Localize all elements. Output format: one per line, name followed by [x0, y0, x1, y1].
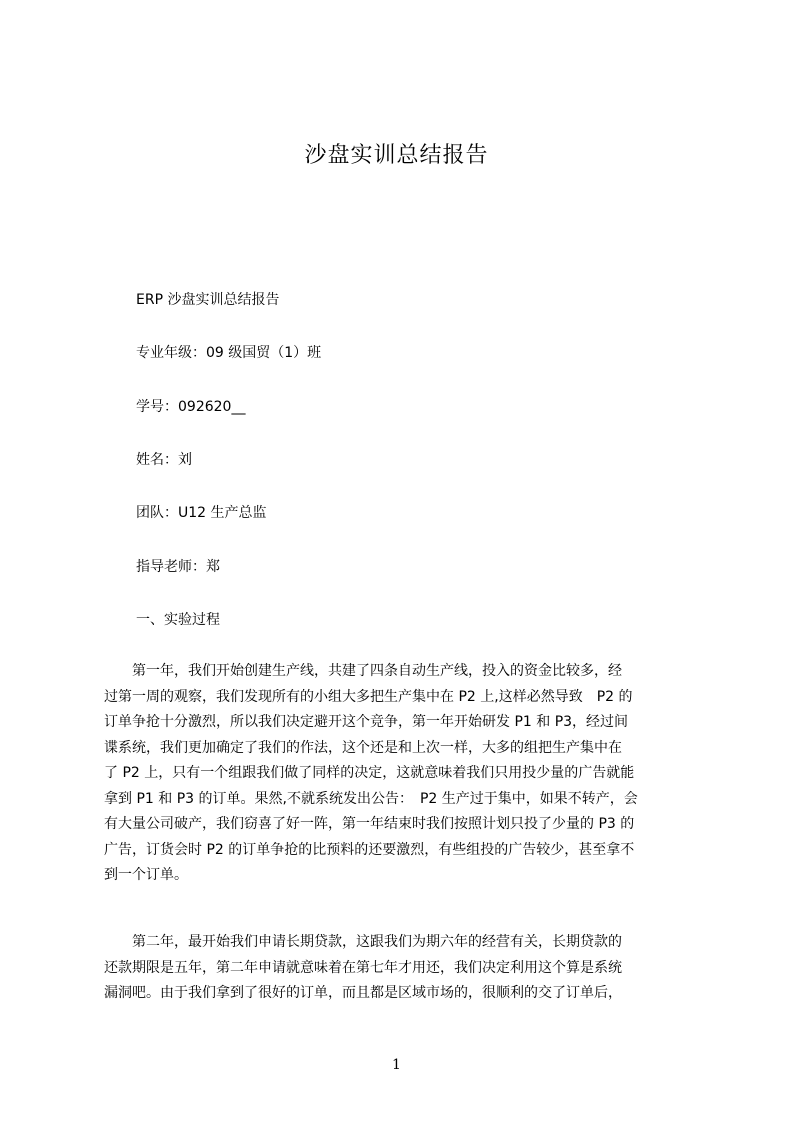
- student-id-line: 学号：092620__: [136, 399, 246, 415]
- text-line: 拿到 P1 和 P3 的订单。果然,不就系统发出公告： P2 生产过于集中，如果不转产，会: [104, 790, 638, 807]
- teacher-line: 指导老师：郑: [136, 559, 220, 575]
- text-line: 有大量公司破产，我们窃喜了好一阵，第一年结束时我们按照计划只投了少量的 P3 的: [104, 816, 635, 832]
- paragraph-year-two: [104, 930, 696, 1007]
- page-number: 1: [392, 1057, 401, 1073]
- text-line: 谍系统，我们更加确定了我们的作法，这个还是和上次一样，大多的组把生产集中在: [104, 739, 622, 756]
- paragraph-year-one: [104, 659, 696, 889]
- section-heading: 一、实验过程: [136, 612, 220, 628]
- major-grade-line: 专业年级：09 级国贸（1）班: [136, 345, 322, 361]
- text-line: 订单争抢十分激烈，所以我们决定避开这个竞争，第一年开始研发 P1 和 P3，经过间: [104, 714, 629, 730]
- text-line: 过第一周的观察，我们发现所有的小组大多把生产集中在 P2 上,这样必然导致 P2 的: [104, 688, 633, 705]
- text-line: 广告，订货会时 P2 的订单争抢的比预料的还要激烈，有些组投的广告较少，甚至拿不: [104, 841, 635, 858]
- team-line: 团队：U12 生产总监: [136, 505, 267, 521]
- text-line: 了 P2 上，只有一个组跟我们做了同样的决定，这就意味着我们只用投少量的广告就能: [104, 765, 635, 781]
- report-subtitle: ERP 沙盘实训总结报告: [136, 292, 280, 308]
- student-name-line: 姓名：刘: [136, 452, 192, 468]
- text-line: 还款期限是五年，第二年申请就意味着在第七年才用还，我们决定利用这个算是系统: [104, 959, 622, 976]
- text-line: 第二年，最开始我们申请长期贷款，这跟我们为期六年的经营有关，长期贷款的: [104, 934, 622, 950]
- text-line: 漏洞吧。由于我们拿到了很好的订单，而且都是区域市场的，很顺利的交了订单后，: [104, 985, 622, 1001]
- text-line: 到一个订单。: [104, 867, 188, 883]
- document-title: 沙盘实训总结报告: [304, 143, 489, 168]
- text-line: 第一年，我们开始创建生产线，共建了四条自动生产线，投入的资金比较多，经: [104, 663, 622, 679]
